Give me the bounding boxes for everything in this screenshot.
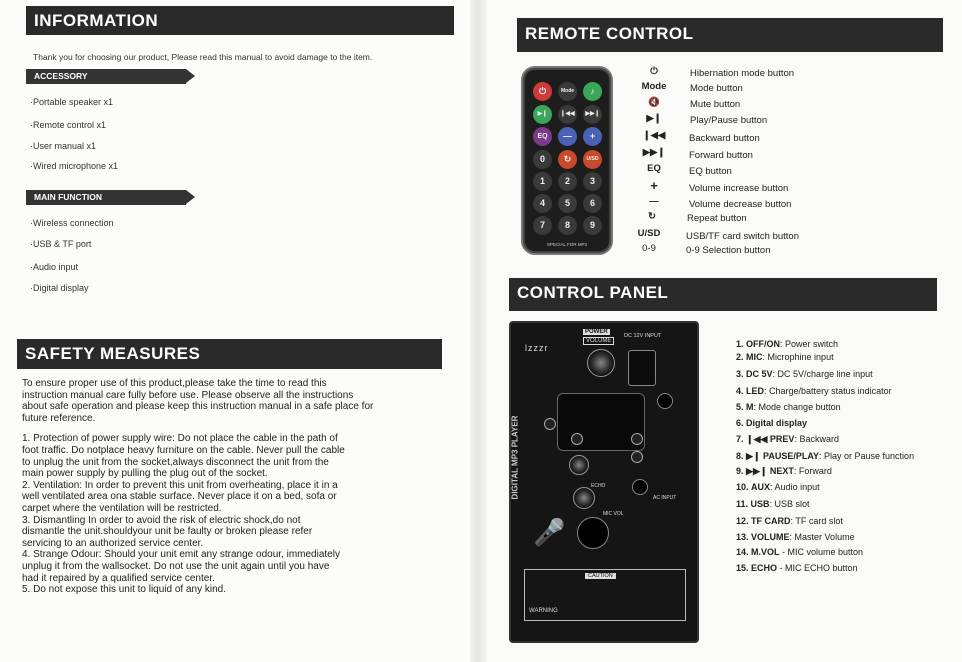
cp-num: 2.	[736, 352, 744, 362]
safety-line: well ventilated area ona stable surface. Never place it on a bed, sofa or	[22, 491, 337, 503]
remote-key-label: 0-9	[642, 243, 656, 254]
remote-control-title: REMOTE CONTROL	[525, 24, 694, 43]
remote-vol-down-button: —	[558, 127, 577, 146]
cp-name: USB	[750, 499, 770, 509]
control-panel-header	[509, 278, 937, 311]
safety-line: unplug it from the wallsocket. Do not use the unit again until you have	[22, 560, 330, 572]
safety-line: about safe operation and please keep this instruction manual in a safe place for	[22, 401, 374, 413]
cp-desc: : Charge/battery status indicator	[764, 386, 892, 396]
cp-name: TF CARD	[751, 516, 791, 526]
control-panel-item	[736, 418, 807, 428]
cp-name: LED	[746, 386, 765, 396]
cp-num: 8.	[736, 451, 744, 461]
remote-power-button: ⏻	[533, 82, 552, 101]
panel-power-label: POWER	[585, 329, 608, 335]
remote-key-power-icon: ⏻	[650, 66, 658, 77]
accessory-item: ·User manual x1	[30, 141, 97, 151]
safety-line: 1. Protection of power supply wire: Do not place the cable in the path of	[22, 433, 338, 445]
panel-mic-jack	[577, 517, 609, 549]
function-item: ·Audio input	[30, 262, 79, 272]
cp-desc: : Forward	[793, 466, 832, 476]
panel-button-m	[544, 418, 556, 430]
cp-desc: - MIC volume button	[779, 547, 864, 557]
control-panel-item	[736, 516, 843, 526]
cp-desc: - MIC ECHO button	[777, 563, 858, 573]
panel-digital-mp3-label: DIGITAL MP3 PLAYER	[510, 415, 520, 500]
remote-7-button: 7	[533, 216, 552, 235]
safety-line: 3. Dismantling In order to avoid the risk of electric shock,do not	[22, 514, 301, 526]
panel-echo-label: ECHO	[591, 483, 606, 489]
remote-key-desc: Play/Pause button	[690, 115, 768, 126]
cp-name: ▶▶❙ NEXT	[746, 466, 794, 476]
safety-line: instruction manual care fully before use. Please observe all the instructions	[22, 389, 354, 401]
remote-eq-button: EQ	[533, 127, 552, 146]
cp-desc: : Backward	[794, 434, 839, 444]
safety-line: foot traffic. Do notplace heavy furniture on the cable. Never pull the cable	[22, 444, 345, 456]
information-header	[26, 6, 454, 35]
cp-num: 9.	[736, 466, 744, 476]
cp-num: 11.	[736, 499, 749, 509]
function-item: ·Wireless connection	[30, 218, 114, 228]
remote-5-button: 5	[558, 194, 577, 213]
control-panel-item	[736, 563, 858, 573]
control-panel-item	[736, 532, 855, 542]
remote-control-image	[521, 66, 613, 255]
cp-num: 14.	[736, 547, 749, 557]
control-panel-image	[509, 321, 699, 643]
cp-name: ▶❙ PAUSE/PLAY	[746, 451, 820, 461]
panel-brand: lzzzr	[525, 343, 549, 353]
remote-key-label: —	[649, 196, 659, 207]
control-panel-item	[736, 482, 820, 492]
cp-name: ECHO	[751, 563, 778, 573]
page-fold	[470, 0, 486, 662]
cp-num: 4.	[736, 386, 744, 396]
remote-6-button: 6	[583, 194, 602, 213]
cp-num: 5.	[736, 402, 744, 412]
remote-key-label: U/SD	[637, 228, 661, 239]
panel-button-prev	[571, 433, 583, 445]
accessory-title: ACCESSORY	[34, 71, 88, 81]
safety-line: 4. Strange Odour: Should your unit emit any strange odour, immediately	[22, 549, 340, 561]
remote-key-play-pause-icon: ▶❙	[646, 113, 662, 124]
main-function-title: MAIN FUNCTION	[34, 192, 102, 202]
safety-header	[17, 339, 442, 369]
safety-line: 5. Do not expose this unit to liquid of any kind.	[22, 584, 227, 596]
safety-line: To ensure proper use of this product,please take the time to read this	[22, 378, 327, 389]
cp-desc: : Play or Pause function	[819, 451, 915, 461]
control-panel-item	[736, 499, 810, 509]
remote-repeat-button: ↻	[558, 150, 577, 169]
remote-mode-button: Mode	[558, 82, 577, 101]
panel-mic-vol-label: MIC VOL	[603, 511, 624, 517]
cp-desc: : Power switch	[780, 339, 839, 349]
remote-play-button: ▶❙	[533, 105, 552, 124]
safety-line: carpet where the ventilation will be restricted.	[22, 502, 222, 514]
panel-warning-label: WARNING	[529, 608, 558, 614]
remote-key-desc: Volume decrease button	[689, 199, 792, 210]
remote-2-button: 2	[558, 172, 577, 191]
remote-key-desc: USB/TF card switch button	[686, 231, 799, 242]
accessory-header	[26, 69, 186, 84]
remote-label: SPECIAL FOR MP3	[546, 242, 588, 247]
function-item: ·USB & TF port	[30, 239, 92, 249]
remote-key-desc: Backward button	[689, 133, 760, 144]
information-title: INFORMATION	[34, 11, 159, 30]
safety-line: dismantle the unit.shouldyour unit be faulty or broken please refer	[22, 526, 313, 538]
cp-num: 13.	[736, 532, 749, 542]
panel-mic-vol-knob	[573, 487, 595, 509]
remote-9-button: 9	[583, 216, 602, 235]
cp-num: 1.	[736, 339, 744, 349]
safety-line: 2. Ventilation: In order to prevent this unit from overheating, place it in a	[22, 479, 338, 491]
remote-key-label: Mode	[641, 81, 667, 92]
safety-text	[22, 378, 452, 596]
cp-desc: : Master Volume	[789, 532, 855, 542]
control-panel-item	[736, 352, 834, 362]
panel-volume-knob	[587, 349, 615, 377]
remote-usd-button: U/SD	[583, 150, 602, 169]
panel-power-jack	[632, 479, 648, 495]
remote-forward-button: ▶▶❙	[583, 105, 602, 124]
remote-key-desc: 0-9 Selection button	[686, 245, 771, 256]
remote-vol-up-button: +	[583, 127, 602, 146]
cp-desc: : Microphine input	[762, 352, 834, 362]
remote-key-label: EQ	[647, 163, 661, 174]
cp-desc: : USB slot	[769, 499, 810, 509]
cp-name: MIC	[746, 352, 763, 362]
cp-desc: : Mode change button	[753, 402, 841, 412]
cp-num: 3.	[736, 369, 744, 379]
cp-name: ❙◀◀ PREV	[746, 434, 795, 444]
control-panel-item	[736, 369, 873, 379]
control-panel-title: CONTROL PANEL	[517, 283, 669, 302]
remote-mute-button: ♪	[583, 82, 602, 101]
remote-control-header	[517, 18, 943, 52]
remote-1-button: 1	[533, 172, 552, 191]
function-item: ·Digital display	[30, 283, 89, 293]
panel-ac-input-label: AC INPUT	[653, 495, 677, 501]
cp-name: OFF/ON	[746, 339, 781, 349]
cp-num: 7.	[736, 434, 744, 444]
safety-line	[22, 424, 452, 433]
remote-8-button: 8	[558, 216, 577, 235]
cp-desc: : Audio input	[770, 482, 820, 492]
panel-button-play	[631, 433, 643, 445]
accessory-item: ·Portable speaker x1	[30, 97, 114, 107]
cp-name: VOLUME	[751, 532, 790, 542]
accessory-item: ·Remote control x1	[30, 120, 107, 130]
safety-line: main power supply by pulling the plug out of the socket.	[22, 468, 268, 480]
cp-desc: : DC 5V/charge line input	[772, 369, 873, 379]
remote-key-backward-icon: ❙◀◀	[642, 130, 666, 141]
panel-dc-input-label: DC 12V INPUT	[624, 333, 662, 339]
panel-singer-icon: 🎤	[533, 517, 566, 547]
cp-name: Digital display	[746, 418, 808, 428]
panel-button-next	[631, 451, 643, 463]
control-panel-item	[736, 547, 863, 557]
remote-backward-button: ❙◀◀	[558, 105, 577, 124]
control-panel-item	[736, 451, 914, 462]
remote-key-desc: Mode button	[690, 83, 743, 94]
safety-title: SAFETY MEASURES	[25, 344, 201, 363]
remote-3-button: 3	[583, 172, 602, 191]
panel-volume-label: VOLUME	[583, 337, 614, 345]
cp-name: M	[746, 402, 754, 412]
control-panel-item	[736, 339, 838, 349]
cp-num: 10.	[736, 482, 749, 492]
safety-line: servicing to an authorized service center.	[22, 537, 204, 549]
cp-name: M.VOL	[751, 547, 780, 557]
main-function-header	[26, 190, 186, 205]
remote-key-desc: Volume increase button	[689, 183, 789, 194]
remote-key-label: +	[650, 178, 658, 193]
cp-num: 15.	[736, 563, 749, 573]
remote-key-desc: Repeat button	[687, 213, 747, 224]
remote-key-desc: EQ button	[689, 166, 732, 177]
control-panel-item	[736, 402, 841, 412]
remote-key-desc: Mute button	[690, 99, 741, 110]
control-panel-item	[736, 466, 832, 477]
remote-0-button: 0	[533, 150, 552, 169]
remote-key-mute-icon: 🔇	[648, 97, 660, 108]
remote-key-desc: Hibernation mode button	[690, 68, 795, 79]
panel-jack-a	[628, 350, 656, 386]
remote-key-desc: Forward button	[689, 150, 753, 161]
panel-caution-label: CAUTION	[585, 573, 616, 579]
cp-num: 12.	[736, 516, 749, 526]
cp-desc: : TF card slot	[790, 516, 843, 526]
accessory-item: ·Wired microphone x1	[30, 161, 119, 171]
panel-jack-b	[657, 393, 673, 409]
safety-line: future reference.	[22, 412, 96, 424]
safety-line: to unplug the unit from the socket,always disconnect the unit from the	[22, 456, 329, 468]
safety-line: had it repaired by a qualified service center.	[22, 572, 215, 584]
information-intro: Thank you for choosing our product, Please read this manual to avoid damage to the item.	[33, 52, 373, 62]
cp-num: 6.	[736, 418, 744, 428]
remote-key-forward-icon: ▶▶❙	[642, 147, 666, 158]
panel-caution-box	[524, 569, 686, 621]
control-panel-item	[736, 434, 839, 445]
remote-4-button: 4	[533, 194, 552, 213]
panel-echo-knob	[569, 455, 589, 475]
remote-key-repeat-icon: ↻	[648, 211, 656, 222]
control-panel-item	[736, 386, 892, 396]
cp-name: AUX	[751, 482, 771, 492]
cp-name: DC 5V	[746, 369, 773, 379]
